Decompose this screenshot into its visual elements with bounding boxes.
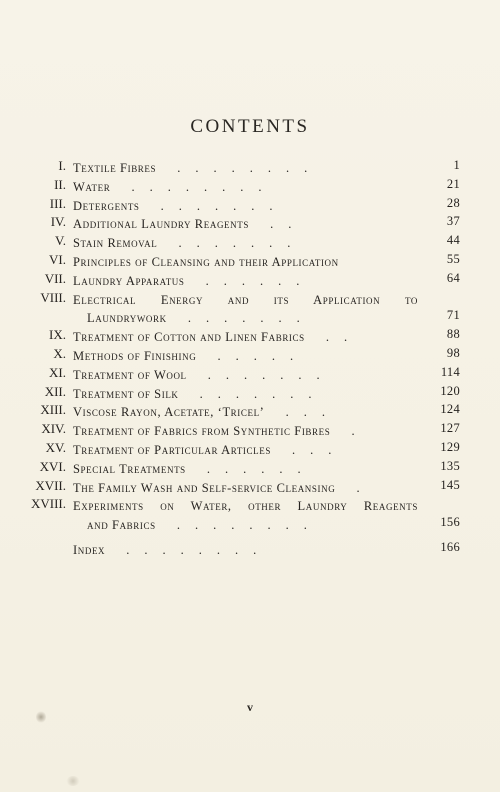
chapter-title — [73, 159, 418, 178]
index-title — [73, 541, 418, 560]
chapter-number: XI. — [49, 364, 66, 380]
chapter-title-text: and Fabrics — [87, 518, 156, 533]
leader-dots: ... — [267, 405, 340, 420]
chapter-number: X. — [53, 345, 66, 361]
chapter-number: XV. — [45, 439, 66, 455]
chapter-title-text: Detergents — [73, 198, 140, 213]
chapter-number: IV. — [50, 214, 66, 230]
chapter-title-line-2 — [73, 516, 418, 535]
toc-row — [0, 365, 500, 384]
toc-row — [0, 233, 500, 252]
leader-dots: ........ — [158, 518, 322, 533]
chapter-title-text: Additional Laundry Reagents — [73, 217, 249, 232]
page-reference: 156 — [440, 515, 460, 530]
chapter-number: IX. — [49, 327, 66, 343]
toc-row — [0, 327, 500, 346]
toc-row — [0, 252, 500, 271]
page-reference: 145 — [440, 477, 460, 492]
toc-row — [0, 196, 500, 215]
leader-dots: ...... — [187, 273, 315, 288]
chapter-title-text: The Family Wash and Self-service Cleansing — [73, 480, 336, 495]
page-number: v — [247, 700, 253, 714]
chapter-title-text: Textile Fibres — [73, 161, 157, 175]
page-reference: 129 — [440, 439, 460, 454]
leader-dots: ....... — [160, 236, 306, 251]
chapter-number: XII. — [44, 383, 66, 399]
chapter-number: I. — [58, 158, 66, 173]
page-reference: 120 — [440, 383, 460, 398]
page-reference: 98 — [446, 345, 460, 360]
page-reference: 55 — [446, 251, 460, 266]
leader-dots: ........ — [159, 161, 323, 175]
toc-row — [0, 214, 500, 233]
page-reference: 28 — [446, 195, 460, 210]
chapter-number: VII. — [44, 270, 66, 286]
page-reference: 37 — [446, 214, 460, 229]
leader-dots: ...... — [188, 461, 316, 476]
chapter-title-text: Treatment of Particular Articles — [73, 442, 271, 457]
index-title-text: Index — [73, 542, 106, 557]
chapter-title — [73, 215, 418, 234]
chapter-title-line-1: Electrical Energy and its Application to — [73, 292, 418, 307]
toc-row-index — [0, 540, 500, 559]
leader-dots: ........ — [113, 179, 277, 194]
leader-dots: ....... — [169, 311, 315, 326]
chapter-title — [73, 234, 418, 253]
page-title: CONTENTS — [190, 116, 310, 137]
chapter-title — [73, 272, 418, 291]
chapter-title — [73, 347, 418, 366]
toc-row — [0, 421, 500, 440]
toc-row — [0, 290, 500, 328]
chapter-title-text: Special Treatments — [73, 461, 186, 476]
chapter-title — [73, 366, 418, 385]
leader-dots: ....... — [189, 367, 335, 382]
chapter-number: V. — [55, 233, 66, 249]
leader-dots: . — [338, 480, 375, 495]
chapter-number: VI. — [49, 251, 66, 267]
toc-row — [0, 402, 500, 421]
ink-smudge-mark — [66, 776, 80, 786]
page-reference: 21 — [446, 176, 460, 191]
chapter-title-text: Water — [73, 179, 111, 194]
chapter-title-text: Laundry Apparatus — [73, 273, 185, 288]
chapter-title-text: Stain Removal — [73, 236, 158, 251]
toc-row — [0, 158, 500, 177]
chapter-number: XVI. — [39, 458, 66, 474]
chapter-title-text: Laundrywork — [87, 311, 167, 326]
ink-smudge-mark — [36, 711, 46, 723]
chapter-title-line-2 — [73, 309, 418, 328]
page-reference: 71 — [446, 308, 460, 323]
chapter-title-text: Treatment of Fabrics from Synthetic Fibres — [73, 424, 331, 439]
leader-dots: .. — [251, 217, 307, 232]
chapter-title — [73, 291, 418, 329]
page-reference: 44 — [446, 233, 460, 248]
leader-dots: . — [333, 424, 370, 439]
chapter-title-text: Treatment of Wool — [73, 367, 187, 382]
chapter-title — [73, 479, 418, 498]
toc-row — [0, 384, 500, 403]
chapter-number: XIII. — [40, 402, 66, 418]
toc-row — [0, 177, 500, 196]
chapter-title-text: Viscose Rayon, Acetate, ‘Tricel’ — [73, 405, 265, 420]
toc-row — [0, 496, 500, 534]
chapter-title — [73, 197, 418, 216]
page-reference: 1 — [453, 158, 460, 172]
chapter-title — [73, 178, 418, 197]
page-reference: 64 — [446, 270, 460, 285]
leader-dots: ....... — [142, 198, 288, 213]
toc-row — [0, 271, 500, 290]
chapter-title-text: Principles of Cleansing and their Application — [73, 254, 339, 269]
page-reference: 114 — [440, 364, 460, 379]
toc-row — [0, 346, 500, 365]
chapter-title — [73, 422, 418, 441]
page-reference: 166 — [440, 539, 460, 554]
chapter-title-text: Treatment of Cotton and Linen Fabrics — [73, 330, 305, 345]
toc-row — [0, 478, 500, 497]
chapter-title — [73, 253, 418, 272]
toc-row — [0, 459, 500, 478]
leader-dots: ....... — [181, 386, 327, 401]
chapter-number: VIII. — [40, 289, 66, 305]
page-reference: 127 — [440, 421, 460, 436]
chapter-title — [73, 328, 418, 347]
chapter-number: III. — [49, 195, 66, 211]
chapter-number: XIV. — [41, 421, 66, 437]
page-reference: 135 — [440, 458, 460, 473]
leader-dots: ........ — [108, 542, 272, 557]
chapter-title — [73, 460, 418, 479]
chapter-title — [73, 385, 418, 404]
chapter-title — [73, 403, 418, 422]
leader-dots: ..... — [199, 348, 309, 363]
leader-dots: .. — [307, 330, 363, 345]
chapter-title — [73, 497, 418, 535]
toc-row — [0, 440, 500, 459]
page-reference: 124 — [440, 402, 460, 417]
chapter-title-line-1: Experiments on Water, other Laundry Reagents — [73, 499, 418, 514]
chapter-number: XVII. — [35, 477, 66, 493]
chapter-title-text: Treatment of Silk — [73, 386, 179, 401]
page-reference: 88 — [446, 327, 460, 342]
chapter-title — [73, 441, 418, 460]
table-of-contents — [0, 158, 500, 559]
leader-dots: ... — [273, 442, 347, 457]
chapter-title-text: Methods of Finishing — [73, 348, 197, 363]
chapter-number: II. — [54, 176, 66, 192]
chapter-number: XVIII. — [30, 496, 66, 512]
